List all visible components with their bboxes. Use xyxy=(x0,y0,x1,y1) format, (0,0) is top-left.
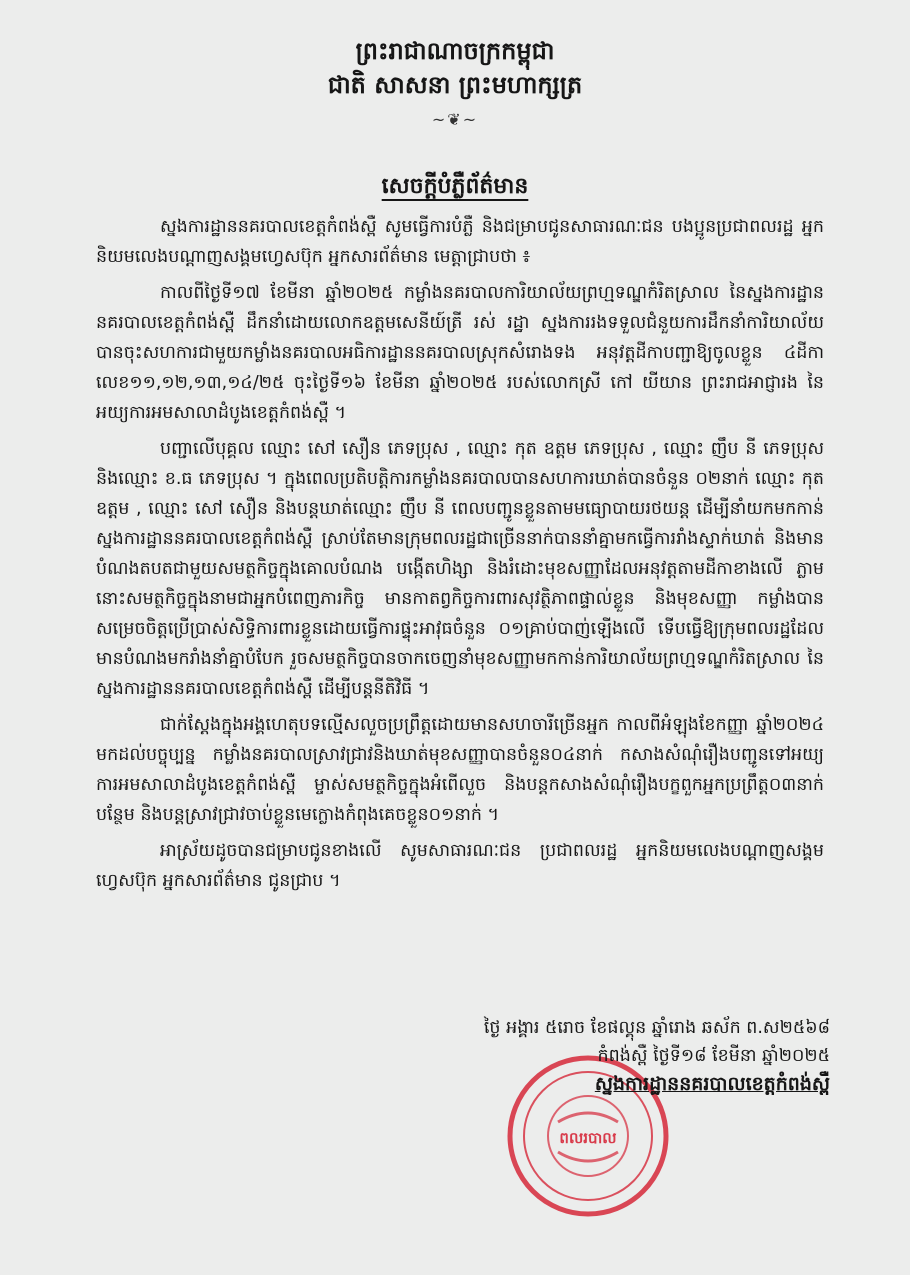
paragraph: ស្នងការដ្ឋាននគរបាលខេត្តកំពង់ស្ពឺ សូមធ្វើការបំភ្លឺ និងជម្រាបជូនសាធារណៈជន បងប្អូនប្រជាពលរដ្ឋ អ្នកនិយមលេងបណ្តាញសង្គមហ្វេសប៊ុក អ្នកសារព័ត៌មាន មេត្តាជ្រាបថា ៖ xyxy=(96,217,824,267)
national-motto: ជាតិ សាសនា ព្រះមហាក្សត្រ xyxy=(327,71,583,99)
ornament-divider-icon: ~❦~ xyxy=(431,110,479,129)
signing-organization: ស្នងការដ្ឋាននគរបាលខេត្តកំពង់ស្ពឺ xyxy=(594,1073,830,1095)
paragraph: អាស្រ័យដូចបានជម្រាបជូនខាងលើ សូមសាធារណៈជន ប្រជាពលរដ្ឋ អ្នកនិយមលេងបណ្តាញសង្គមហ្វេសប៊ុក អ្នកសារព័ត៌មាន ជូនជ្រាប ។ xyxy=(96,841,824,891)
seal-text: ពលរបាល xyxy=(559,1129,617,1147)
document-title: សេចក្តីបំភ្លឺព័ត៌មាន xyxy=(381,174,529,199)
lunar-date: ថ្ងៃ អង្គារ ៥រោច ខែផល្គុន ឆ្នាំរោង ឆស័ក ព.ស២៥៦៨ xyxy=(483,1018,830,1038)
signature-block xyxy=(484,1014,830,1098)
document-title-wrap xyxy=(0,172,910,204)
document-body xyxy=(96,212,824,902)
paragraph: កាលពីថ្ងៃទី១៧ ខែមីនា ឆ្នាំ២០២៥ កម្លាំងនគរបាលការិយាល័យព្រហ្មទណ្ឌកំរិតស្រាល នៃស្នងការដ្ឋាននគរបាលខេត្តកំពង់ស្ពឺ ដឹកនាំដោយលោកឧត្តមសេនីយ៍ត្រី រស់ រដ្ឋា ស្នងការរងទទួលជំនួយការដឹកនាំការិយាល័យ បានចុះសហការជាមួយកម្លាំងនគរបាលអធិការដ្ឋាននគរបាលស្រុកសំរោងទង អនុវត្តដីកាបញ្ជាឱ្យចូលខ្លួន ៤ដីកា លេខ១១,១២,១៣,១៤/២៥ ចុះថ្ងៃទី១៦ ខែមីនា ឆ្នាំ២០២៥ របស់លោកស្រី កៅ យីយាន ព្រះរាជអាជ្ញារង នៃអយ្យការអមសាលាដំបូងខេត្តកំពង់ស្ពឺ ។ xyxy=(96,283,824,423)
paragraph: ជាក់ស្តែងក្នុងអង្គហេតុបទល្មើសលួចប្រព្រឹត្តដោយមានសហចារីច្រើនអ្នក កាលពីអំឡុងខែកញ្ញា ឆ្នាំ២០២៤ មកដល់បច្ចុប្បន្ន កម្លាំងនគរបាលស្រាវជ្រាវនិងឃាត់មុខសញ្ញាបានចំនួន០៤នាក់ កសាងសំណុំរឿងបញ្ជូនទៅអយ្យការអមសាលាដំបូងខេត្តកំពង់ស្ពឺ ម្ចាស់សមត្ថកិច្ចក្នុងអំពើលួច និងបន្តកសាងសំណុំរឿងបក្ខពួកអ្នកប្រព្រឹត្ត០៣នាក់បន្ថែម និងបន្តស្រាវជ្រាវចាប់ខ្លួនមេក្លោងកំពុងគេចខ្លួន០១នាក់ ។ xyxy=(96,715,824,825)
paragraph: បញ្ជាលើបុគ្គល ឈ្មោះ សៅ សឿន ភេទប្រុស , ឈ្មោះ កុត ឧត្តម ភេទប្រុស , ឈ្មោះ ញឹប នី ភេទប្រុស និងឈ្មោះ ខ.ធ ភេទប្រុស ។ ក្នុងពេលប្រតិបត្តិការកម្លាំងនគរបាលបានសហការឃាត់បានចំនួន ០២នាក់ ឈ្មោះ កុត ឧត្តម , ឈ្មោះ សៅ សឿន និងបន្តឃាត់ឈ្មោះ ញឹប នី ពេលបញ្ជូនខ្លួនតាមមធ្យោបាយរថយន្ត ដើម្បីនាំយកមកកាន់ស្នងការដ្ឋាននគរបាលខេត្តកំពង់ស្ពឺ ស្រាប់តែមានក្រុមពលរដ្ឋជាច្រើននាក់បាននាំគ្នាមកធ្វើការរាំងស្ទាក់ឃាត់ និងមានបំណងតបតជាមួយសមត្ថកិច្ចក្នុងគោលបំណង បង្កើតហិង្សា និងរំដោះមុខសញ្ញាដែលអនុវត្តតាមដីកាខាងលើ ភ្លាមនោះសមត្ថកិច្ចក្នុងនាមជាអ្នកបំពេញភារកិច្ច មានកាតព្វកិច្ចការពារសុវត្ថិភាពផ្ទាល់ខ្លួន និងមុខសញ្ញា កម្លាំងបានសម្រេចចិត្តប្រើប្រាស់សិទ្ធិការពារខ្លួនដោយធ្វើការផ្ទុះអាវុធចំនួន ០១គ្រាប់បាញ់ឡើងលើ ទើបធ្វើឱ្យក្រុមពលរដ្ឋដែលមានបំណងមករាំងនាំគ្នាបំបែក រួចសមត្ថកិច្ចបានចាកចេញនាំមុខសញ្ញាមកកាន់ការិយាល័យព្រហ្មទណ្ឌកំរិតស្រាល នៃស្នងការដ្ឋាននគរបាលខេត្តកំពង់ស្ពឺ ដើម្បីបន្តនីតិវិធី ។ xyxy=(96,439,824,699)
place-date: កំពង់ស្ពឺ ថ្ងៃទី១៨ ខែមីនា ឆ្នាំ២០២៥ xyxy=(597,1046,830,1066)
kingdom-heading: ព្រះរាជាណាចក្រកម្ពុជា xyxy=(355,37,555,65)
document-header xyxy=(0,34,910,129)
